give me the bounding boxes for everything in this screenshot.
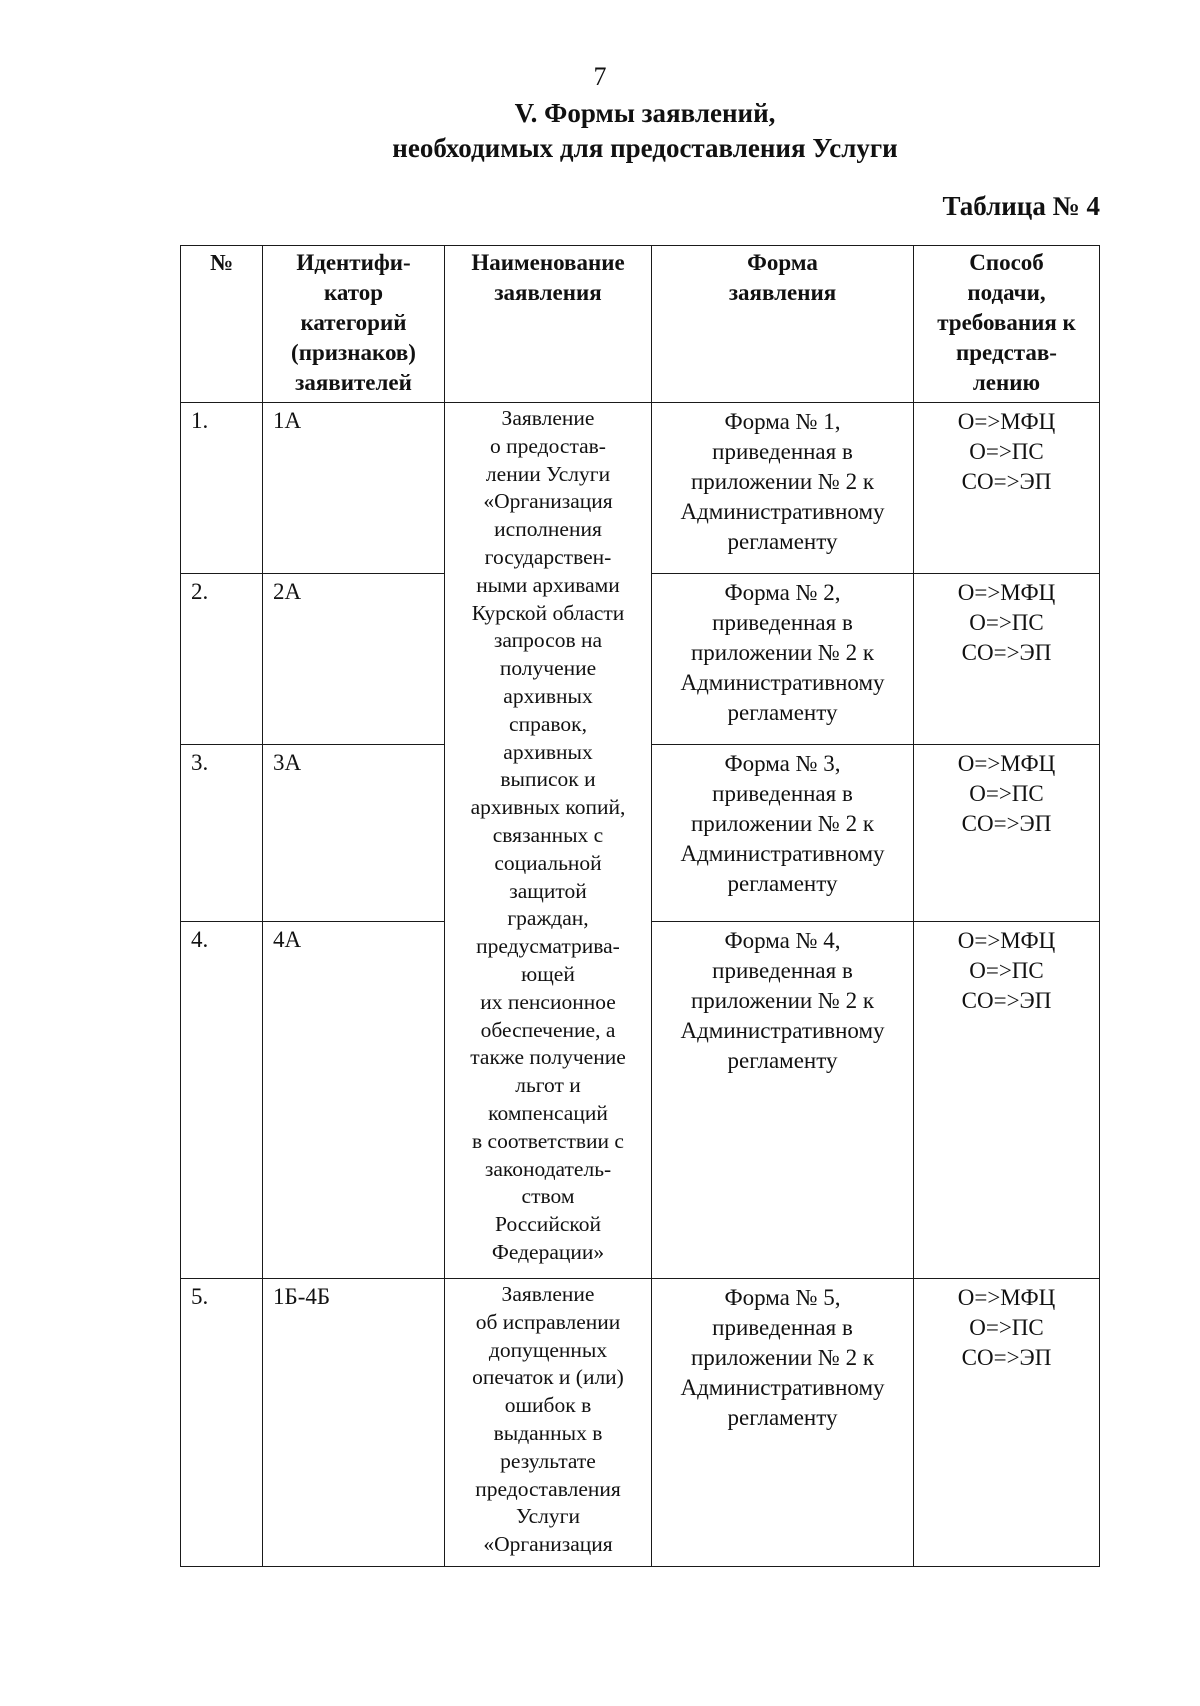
name-line: Российской: [495, 1212, 601, 1237]
header-identifier-line: (признаков): [291, 340, 416, 365]
method-line: СО=>ЭП: [961, 640, 1052, 665]
form-line: Форма № 4,: [724, 928, 841, 953]
form-line: регламенту: [727, 529, 838, 554]
name-line: законодатель-: [484, 1156, 612, 1181]
row-identifier: 4А: [263, 922, 445, 1279]
name-line: предусматрива-: [476, 934, 620, 959]
header-number: №: [181, 246, 263, 403]
form-line: приведенная в: [712, 958, 853, 983]
form-line: регламенту: [727, 700, 838, 725]
name-line: исполнения: [494, 517, 602, 542]
form-line: регламенту: [727, 871, 838, 896]
form-line: регламенту: [727, 1405, 838, 1430]
name-line: запросов на: [493, 628, 603, 653]
form-line: Административному: [680, 499, 885, 524]
name-line: предоставления: [475, 1476, 621, 1501]
method-line: О=>МФЦ: [957, 580, 1056, 605]
name-line: также получение: [470, 1045, 626, 1070]
header-form: [652, 246, 914, 403]
row-number: 4.: [181, 922, 263, 1279]
page-number: 7: [593, 62, 607, 91]
header-method-line: представ-: [956, 340, 1057, 365]
method-line: О=>МФЦ: [957, 928, 1056, 953]
row-number: 2.: [181, 574, 263, 745]
row-identifier: 3А: [263, 745, 445, 922]
method-line: О=>ПС: [969, 610, 1044, 635]
header-method-line: требования к: [937, 310, 1076, 335]
form-line: приведенная в: [712, 610, 853, 635]
name-line: архивных копий,: [470, 795, 626, 820]
name-line: архивных: [503, 739, 593, 764]
header-name-line: Наименование: [471, 250, 625, 275]
name-line: льгот и: [515, 1073, 581, 1098]
name-line: ющей: [521, 961, 575, 986]
name-line: социальной: [494, 850, 602, 875]
name-line: защитой: [509, 878, 587, 903]
name-line: об исправлении: [475, 1309, 621, 1334]
table-caption: Таблица № 4: [942, 191, 1100, 221]
row-identifier: 2А: [263, 574, 445, 745]
form-line: Административному: [680, 1375, 885, 1400]
row-number: 5.: [181, 1279, 263, 1567]
form-line: регламенту: [727, 1048, 838, 1073]
name-line: Курской области: [471, 600, 625, 625]
name-line: граждан,: [507, 906, 589, 931]
name-line: результате: [500, 1448, 596, 1473]
header-identifier-line: Идентифи-: [296, 250, 411, 275]
section-title: [0, 96, 1200, 166]
form-line: Форма № 2,: [724, 580, 841, 605]
section-title-line-1: V. Формы заявлений,: [514, 98, 776, 128]
name-line: лении Услуги: [485, 461, 611, 486]
form-line: приведенная в: [712, 439, 853, 464]
name-line: их пенсионное: [480, 989, 616, 1014]
name-line: Заявление: [501, 406, 595, 430]
table-row: [181, 1279, 1100, 1567]
row-application-name: [445, 403, 652, 1279]
name-line: выданных в: [493, 1420, 603, 1445]
form-line: Форма № 5,: [724, 1285, 841, 1310]
row-submission-method: [914, 403, 1100, 574]
header-method-line: подачи,: [967, 280, 1046, 305]
name-line: ством: [521, 1184, 575, 1209]
application-forms-table: [180, 245, 1100, 1567]
header-method: [914, 246, 1100, 403]
row-submission-method: [914, 574, 1100, 745]
name-line: справок,: [509, 711, 587, 736]
header-name: [445, 246, 652, 403]
header-name-line: заявления: [494, 280, 602, 305]
method-line: СО=>ЭП: [961, 1345, 1052, 1370]
form-line: приложении № 2 к: [690, 469, 875, 494]
name-line: ошибок в: [504, 1393, 592, 1418]
form-line: приложении № 2 к: [690, 811, 875, 836]
name-line: компенсаций: [488, 1100, 608, 1125]
header-identifier-line: катор: [323, 280, 384, 305]
name-line: о предостав-: [490, 433, 606, 458]
name-line: Федерации»: [491, 1239, 605, 1264]
name-line: архивных: [503, 683, 593, 708]
header-identifier: [263, 246, 445, 403]
method-line: О=>МФЦ: [957, 1285, 1056, 1310]
form-line: Форма № 1,: [724, 409, 841, 434]
method-line: О=>ПС: [969, 439, 1044, 464]
method-line: О=>МФЦ: [957, 409, 1056, 434]
row-application-name: [445, 1279, 652, 1567]
row-number: 1.: [181, 403, 263, 574]
name-line: Заявление: [501, 1282, 595, 1306]
row-submission-method: [914, 1279, 1100, 1567]
table-row: [181, 403, 1100, 574]
name-line: ными архивами: [476, 572, 620, 597]
form-line: Административному: [680, 841, 885, 866]
header-method-line: Способ: [969, 250, 1044, 275]
row-submission-method: [914, 922, 1100, 1279]
method-line: О=>ПС: [969, 958, 1044, 983]
section-title-line-2: необходимых для предоставления Услуги: [392, 133, 898, 163]
name-line: государствен-: [484, 544, 612, 569]
row-form: [652, 745, 914, 922]
header-form-line: Форма: [747, 250, 818, 275]
row-form: [652, 574, 914, 745]
form-line: приложении № 2 к: [690, 640, 875, 665]
form-line: Административному: [680, 1018, 885, 1043]
name-line: получение: [499, 656, 597, 681]
name-line: обеспечение, а: [480, 1017, 616, 1042]
form-line: приведенная в: [712, 1315, 853, 1340]
header-method-line: лению: [972, 370, 1041, 395]
name-line: в соответствии с: [472, 1128, 624, 1153]
header-form-line: заявления: [728, 280, 837, 305]
row-identifier: 1Б-4Б: [263, 1279, 445, 1567]
name-line: Услуги: [516, 1504, 580, 1529]
form-line: приложении № 2 к: [690, 1345, 875, 1370]
name-line: выписок и: [500, 767, 596, 792]
row-form: [652, 1279, 914, 1567]
header-identifier-line: заявителей: [295, 370, 412, 395]
method-line: О=>ПС: [969, 781, 1044, 806]
form-line: Форма № 3,: [724, 751, 841, 776]
name-line: «Организация: [483, 489, 613, 514]
table-header-row: [181, 246, 1100, 403]
name-line: «Организация: [483, 1532, 613, 1557]
method-line: СО=>ЭП: [961, 469, 1052, 494]
row-form: [652, 922, 914, 1279]
form-line: приложении № 2 к: [690, 988, 875, 1013]
name-line: опечаток и (или): [472, 1365, 624, 1390]
method-line: СО=>ЭП: [961, 988, 1052, 1013]
name-line: связанных с: [492, 822, 604, 847]
header-identifier-line: категорий: [300, 310, 407, 335]
row-submission-method: [914, 745, 1100, 922]
name-line: допущенных: [488, 1337, 608, 1362]
method-line: О=>МФЦ: [957, 751, 1056, 776]
method-line: СО=>ЭП: [961, 811, 1052, 836]
row-identifier: 1А: [263, 403, 445, 574]
method-line: О=>ПС: [969, 1315, 1044, 1340]
row-form: [652, 403, 914, 574]
form-line: приведенная в: [712, 781, 853, 806]
form-line: Административному: [680, 670, 885, 695]
row-number: 3.: [181, 745, 263, 922]
